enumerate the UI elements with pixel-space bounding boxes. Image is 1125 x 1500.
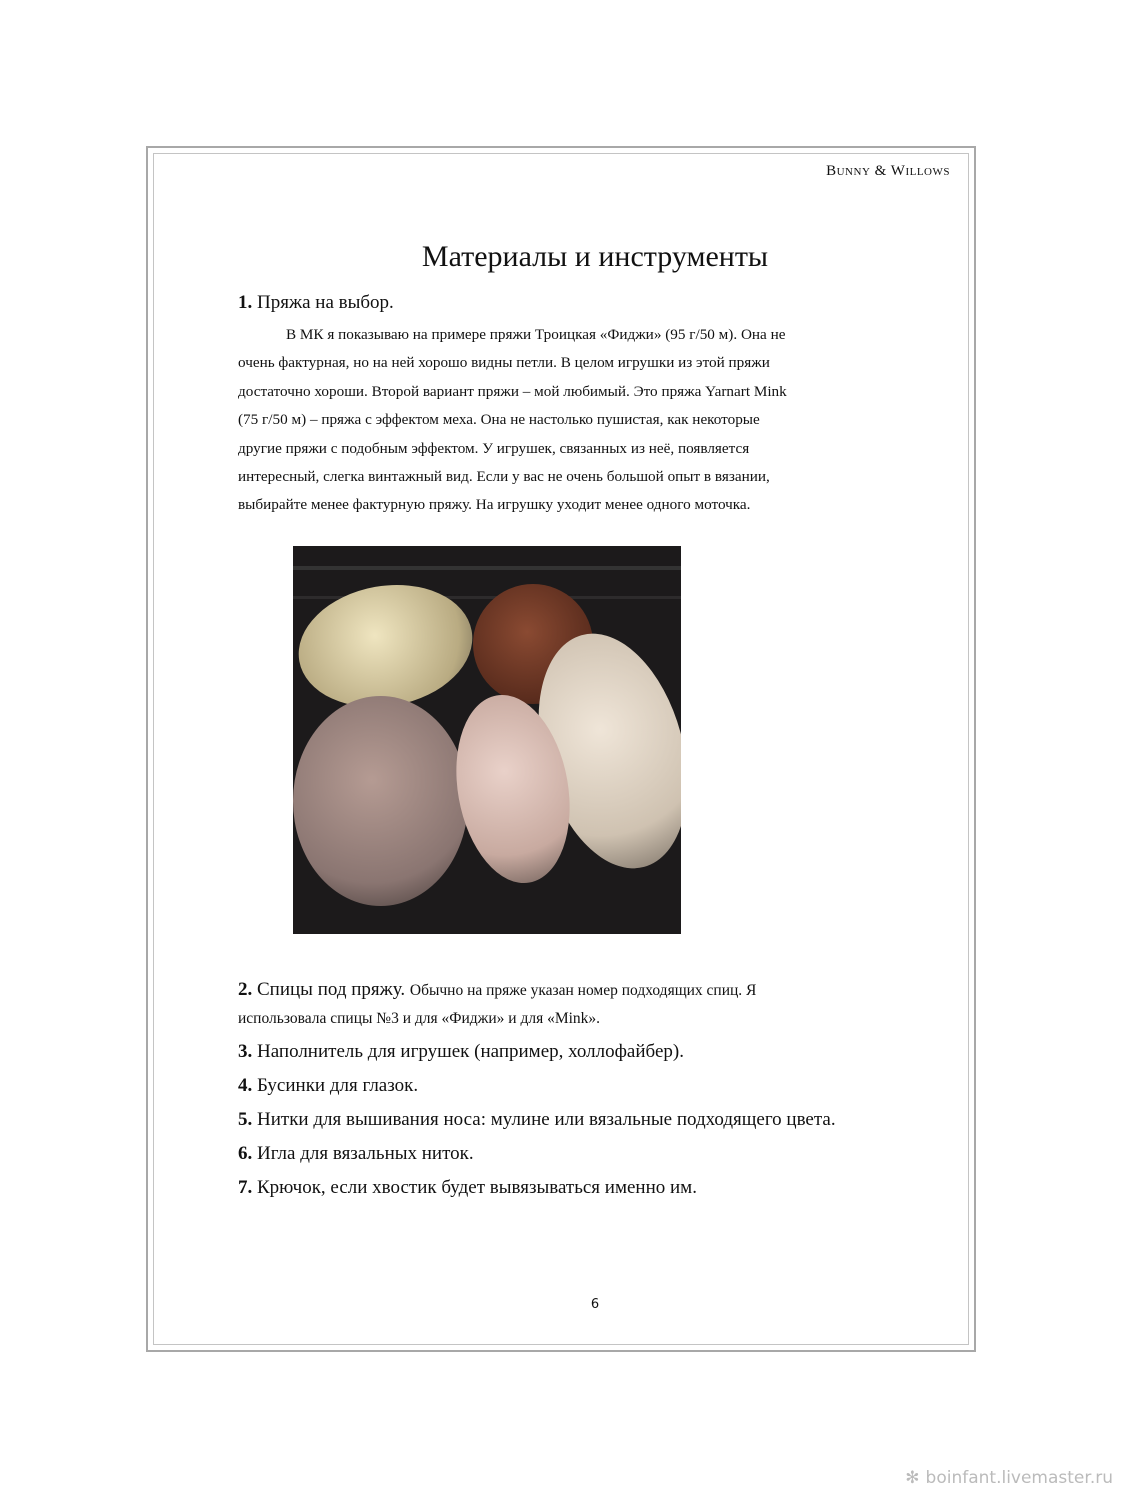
item-note: использовала спицы №3 и для «Фиджи» и для «Mink». [238,1010,601,1027]
list-item [238,1143,474,1165]
yarn-paragraph [238,321,958,520]
yarn-photo [293,546,681,934]
list-item [238,1177,697,1199]
paragraph-line: В МК я показываю на примере пряжи Троицкая «Фиджи» (95 г/50 м). Она не [286,326,786,343]
item-text: Игла для вязальных ниток. [257,1143,474,1164]
item-text: Бусинки для глазок. [257,1075,419,1096]
item-note: Обычно на пряже указан номер подходящих спиц. Я [409,982,757,999]
watermark-text: boinfant.livemaster.ru [925,1468,1113,1488]
header-brand: Bunny & Willows [826,163,950,179]
item-text: Крючок, если хвостик будет вывязываться именно им. [257,1177,697,1198]
item-number: 5. [238,1109,253,1130]
list-item [238,1109,836,1131]
item-number: 7. [238,1177,253,1198]
paragraph-line: интересный, слегка винтажный вид. Если у вас не очень большой опыт в вязании, [238,468,770,486]
page-number: 6 [590,1297,600,1312]
paragraph-line: выбирайте менее фактурную пряжу. На игрушку уходит менее одного моточка. [238,496,751,514]
item-number: 3. [238,1041,253,1062]
list-item [238,1075,418,1097]
snowflake-gear-icon: ✻ [905,1468,920,1488]
list-item [238,979,756,1001]
item-number: 6. [238,1143,253,1164]
paragraph-line: другие пряжи с подобным эффектом. У игрушек, связанных из неё, появляется [238,439,750,457]
item-number: 1. [238,292,253,313]
list-item [238,292,394,314]
item-text: Спицы под пряжу. [257,979,406,1000]
paragraph-line: очень фактурная, но на ней хорошо видны петли. В целом игрушки из этой пряжи [238,354,770,372]
item-text: Пряжа на выбор. [257,292,394,313]
paragraph-line: (75 г/50 м) – пряжа с эффектом меха. Она не настолько пушистая, как некоторые [238,411,760,429]
watermark [905,1468,1113,1488]
item-text: Наполнитель для игрушек (например, холлофайбер). [257,1041,684,1062]
list-item [238,1041,684,1063]
page-title: Материалы и инструменты [421,240,769,273]
item-text: Нитки для вышивания носа: мулине или вязальные подходящего цвета. [257,1109,836,1130]
item-number: 2. [238,979,253,1000]
paragraph-line: достаточно хороши. Второй вариант пряжи – мой любимый. Это пряжа Yarnart Mink [238,382,787,400]
item-number: 4. [238,1075,253,1096]
